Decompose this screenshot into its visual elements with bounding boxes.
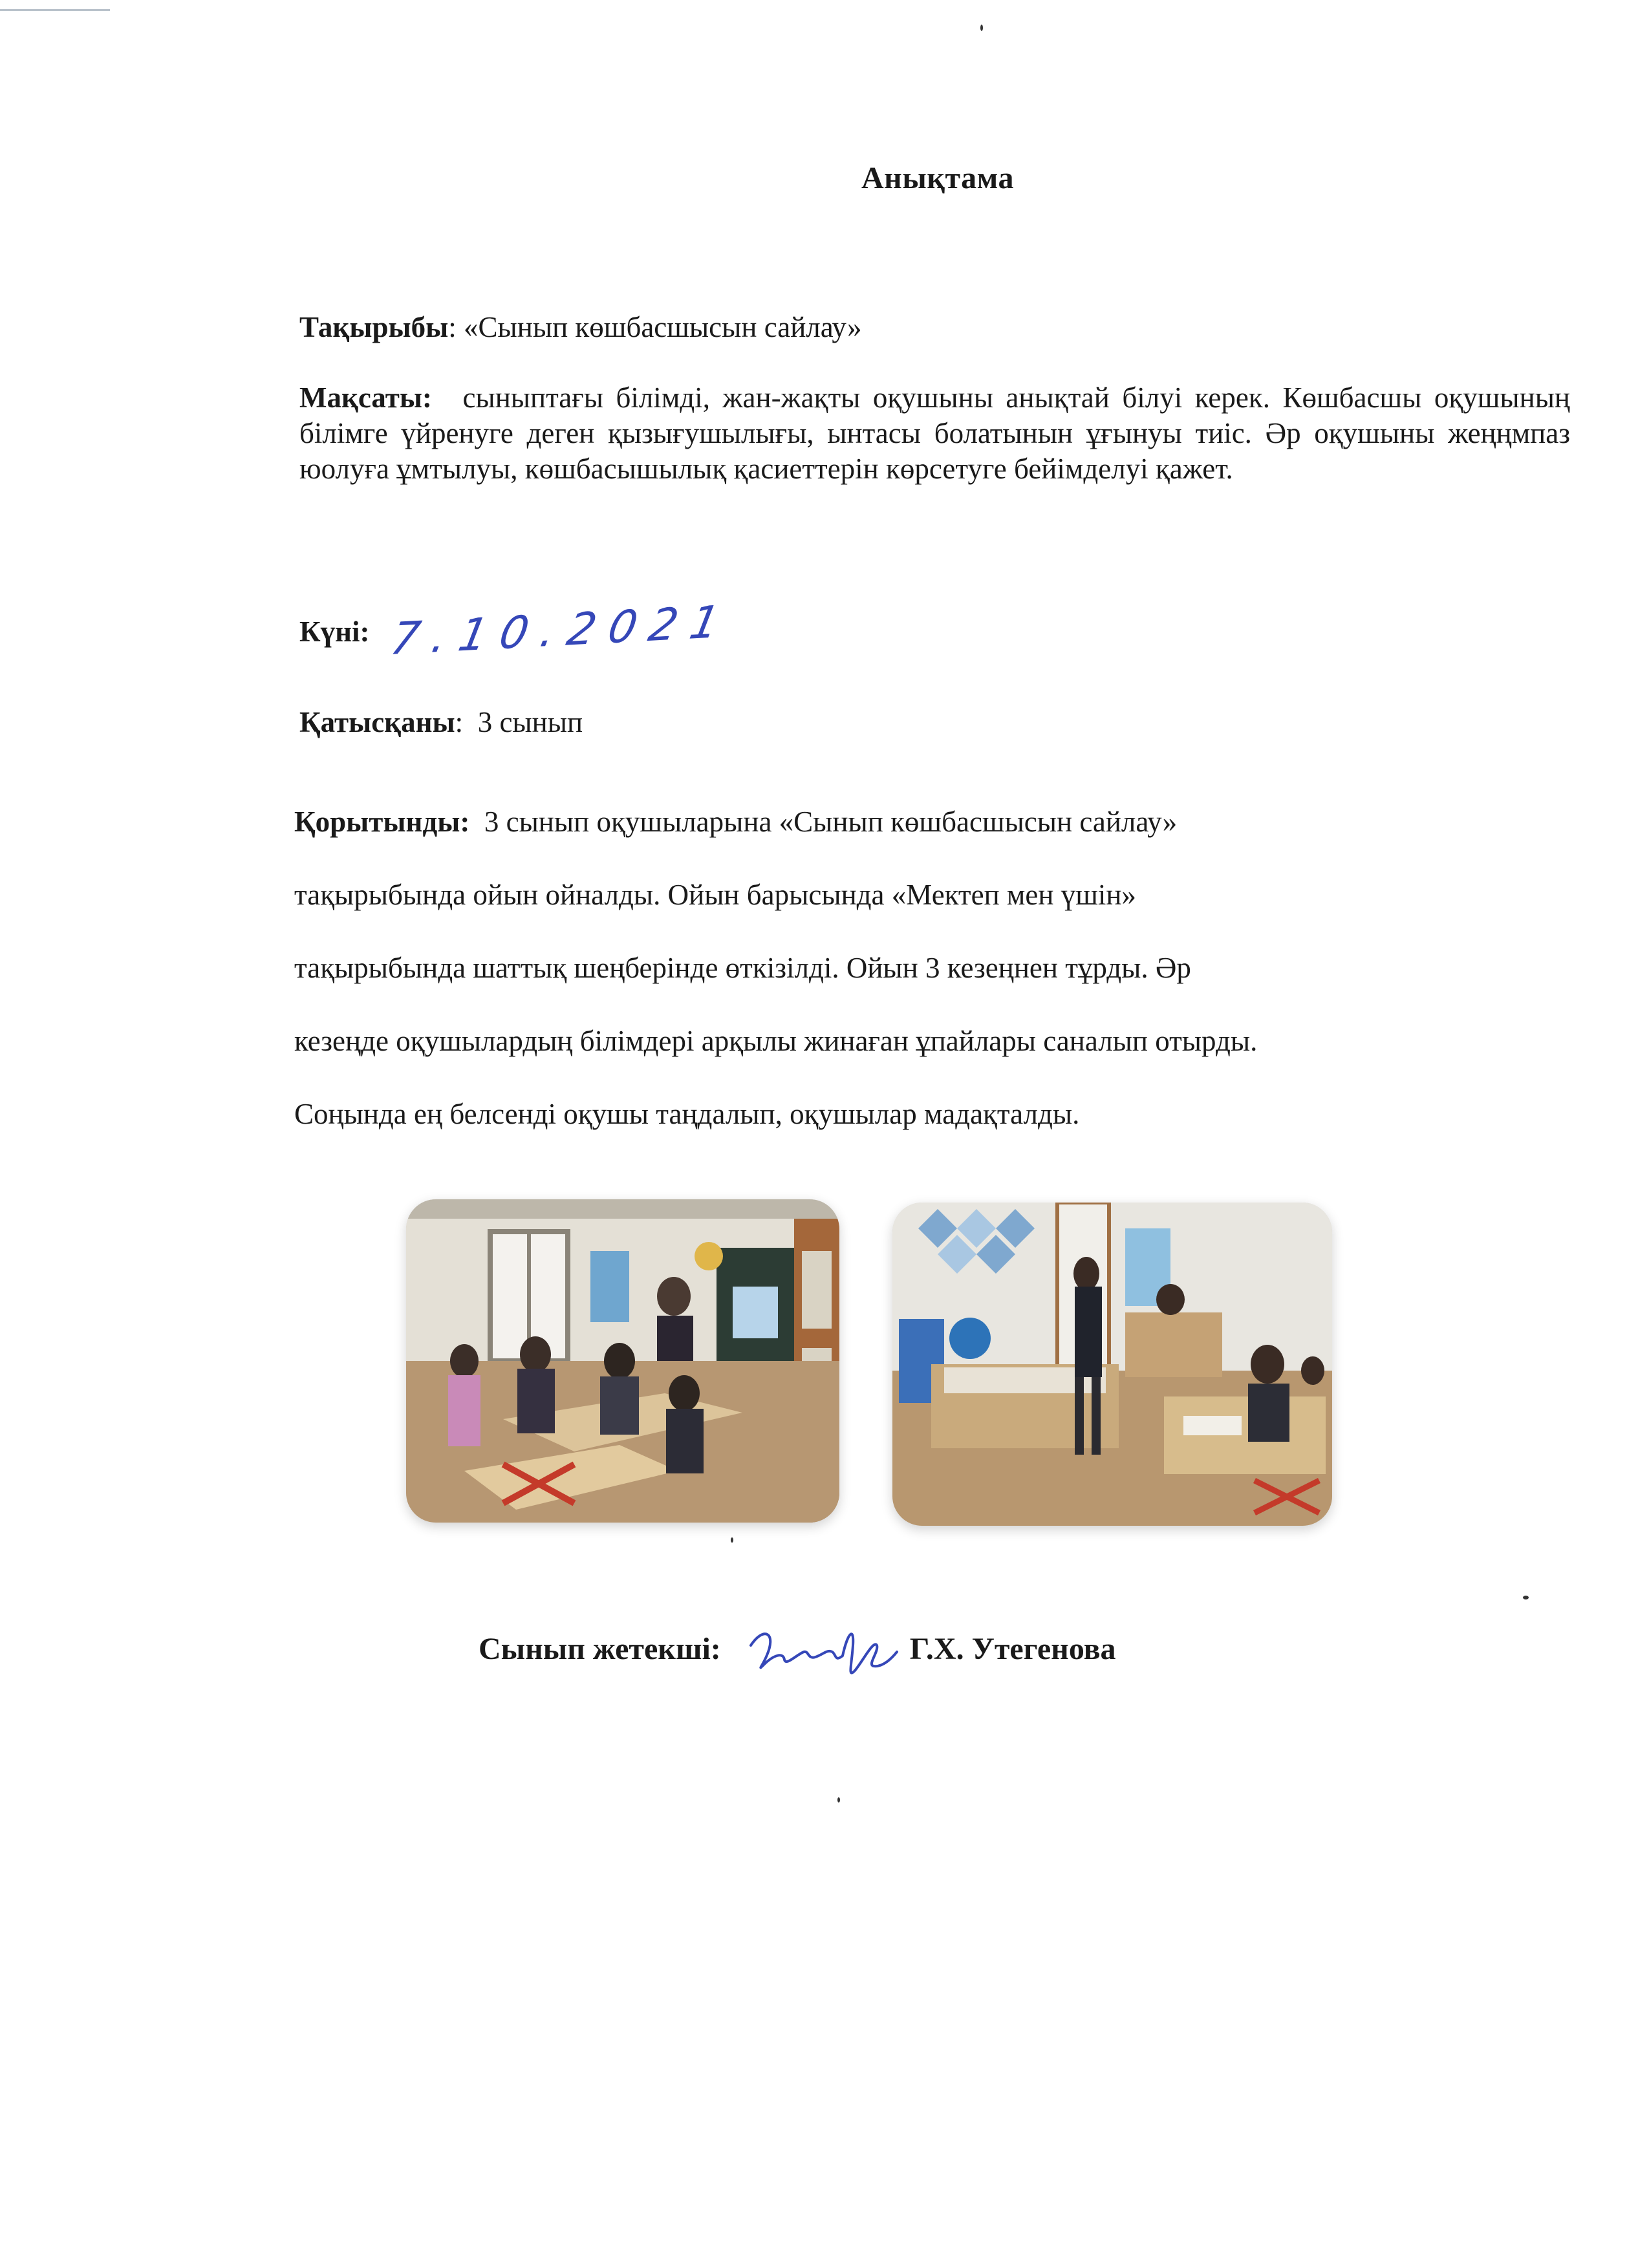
conclusion-line-3: тақырыбында шаттық шеңберінде өткізілді. Ойын 3 кезеңнен тұрды. Әр [294,952,1191,984]
topic-label: Тақырыбы [299,311,449,343]
signature-line [479,1620,1116,1684]
scan-speck [837,1797,840,1803]
conclusion-line-5: Соңында ең белсенді оқушы таңдалып, оқушылар мадақталды. [294,1098,1080,1130]
page-title: Анықтама [861,161,1014,195]
topic-value: «Сынып көшбасшысын сайлау» [464,311,862,343]
purpose-line: болатынын ұғынуы тиіс. Әр оқушыны жеңңмпаз юолуға ұмтылуы, [299,417,1571,485]
classroom-photo-students [892,1203,1332,1526]
conclusion-line-2: тақырыбында ойын ойналды. Ойын барысында «Мектеп мен үшін» [294,879,1136,911]
purpose-line: көшбасышылық қасиеттерін көрсетуге бейімделуі қажет. [524,453,1233,485]
conclusion-line-1 [294,786,1581,859]
scan-edge-line [0,9,110,11]
scan-speck [980,25,983,31]
conclusion-paragraph [294,786,1581,1151]
topic-row: Тақырыбы: «Сынып көшбасшысын сайлау» [299,311,862,343]
handwritten-signature-icon [744,1620,900,1684]
signature-label: Сынып жетекші: [479,1632,721,1667]
scan-speck [1523,1596,1529,1599]
scan-speck [731,1537,733,1543]
classroom-photo-icon [406,1199,839,1523]
purpose-paragraph [299,380,1570,487]
classroom-photo-icon [892,1203,1332,1526]
conclusion-line-4: кезеңде оқушылардың білімдері арқылы жинаған ұпайлары саналып отырды. [294,1025,1258,1057]
signature-name: Г.Х. Утегенова [909,1632,1116,1667]
participants-value: 3 сынып [477,706,583,738]
date-row [299,595,737,666]
purpose-label: Мақсаты: [299,381,432,414]
purpose-line: сыныптағы білімді, жан-жақты оқушыны анықтай білуі керек. [462,381,1270,414]
conclusion-text: 3 сынып оқушыларына «Сынып көшбасшысын сайлау» [484,806,1178,838]
classroom-photo-teacher [406,1199,839,1523]
participants-row: Қатысқаны: 3 сынып [299,706,583,738]
date-label: Күні: [299,615,370,648]
conclusion-label: Қорытынды: [294,806,470,838]
handwritten-date: 7.10.2021 [386,595,737,666]
purpose-line: Көшбасшы оқушының білімге үйренуге деген қызығушылығы, ынтасы [299,381,1571,449]
participants-label: Қатысқаны [299,706,455,738]
